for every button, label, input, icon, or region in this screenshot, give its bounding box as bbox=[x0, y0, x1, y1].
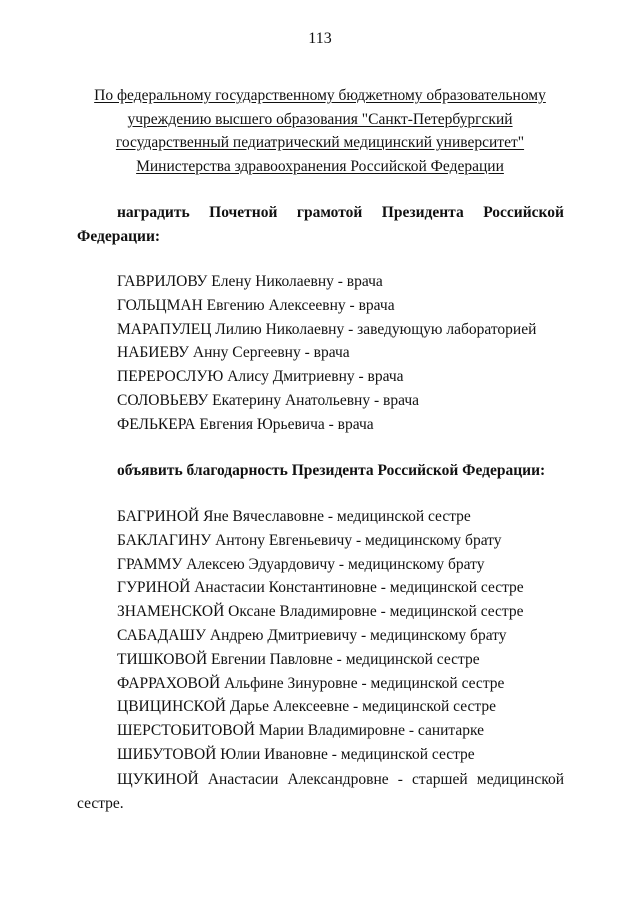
organization-line: Министерства здравоохранения Российской Федерации bbox=[136, 157, 504, 175]
last-recipient-entry bbox=[77, 768, 564, 816]
list-item: ТИШКОВОЙ Евгении Павловне - медицинской сестре bbox=[117, 650, 480, 668]
list-item: БАГРИНОЙ Яне Вячеславовне - медицинской сестре bbox=[117, 508, 471, 525]
gratitude-recipients-list bbox=[117, 505, 524, 767]
award-heading-word: Президента bbox=[381, 204, 464, 221]
page-number: 113 bbox=[308, 30, 332, 47]
list-item: ФАРРАХОВОЙ Альфине Зинуровне - медицинской сестре bbox=[117, 674, 505, 692]
list-item: ЗНАМЕНСКОЙ Оксане Владимировне - медицинской сестре bbox=[117, 603, 524, 621]
list-item: ГУРИНОЙ Анастасии Константиновне - медицинской сестре bbox=[117, 579, 524, 597]
list-item: МАРАПУЛЕЦ Лилию Николаевну - заведующую лабораторией bbox=[117, 320, 537, 338]
list-item: ГРАММУ Алексею Эдуардовичу - медицинскому брату bbox=[117, 555, 485, 573]
last-recipient-word: Александровне bbox=[287, 771, 389, 788]
last-recipient-line-2: сестре. bbox=[77, 795, 124, 812]
list-item: БАКЛАГИНУ Антону Евгеньевичу - медицинскому брату bbox=[117, 531, 502, 549]
last-recipient-word: ЩУКИНОЙ bbox=[117, 771, 199, 788]
award-heading-line-2: Федерации: bbox=[77, 228, 161, 245]
award-heading-word: наградить bbox=[117, 204, 190, 221]
award-recipients-list bbox=[117, 270, 536, 437]
list-item: ПЕРЕРОСЛУЮ Алису Дмитриевну - врача bbox=[117, 368, 404, 386]
award-heading-line-1 bbox=[77, 201, 564, 225]
organization-line: государственный педиатрический медицинский университет" bbox=[115, 134, 525, 151]
award-heading-word: Почетной bbox=[209, 204, 278, 221]
organization-line: По федеральному государственному бюджетному образовательному bbox=[94, 87, 546, 104]
list-item: ШИБУТОВОЙ Юлии Ивановне - медицинской сестре bbox=[117, 745, 475, 763]
list-item: НАБИЕВУ Анну Сергеевну - врача bbox=[117, 344, 350, 362]
list-item: ГОЛЬЦМАН Евгению Алексеевну - врача bbox=[117, 296, 395, 314]
list-item: СОЛОВЬЕВУ Екатерину Анатольевну - врача bbox=[117, 391, 420, 409]
last-recipient-word: Анастасии bbox=[207, 771, 279, 788]
list-item: САБАДАШУ Андрею Дмитриевичу - медицинскому брату bbox=[117, 626, 507, 644]
organization-line: учреждению высшего образования "Санкт-Петербургский bbox=[127, 110, 513, 128]
list-item: ЦВИЦИНСКОЙ Дарье Алексеевне - медицинской сестре bbox=[117, 698, 496, 716]
gratitude-heading: объявить благодарность Президента Российской Федерации: bbox=[117, 462, 546, 479]
last-recipient-line-1 bbox=[77, 768, 564, 792]
award-heading bbox=[77, 201, 564, 249]
award-heading-word: грамотой bbox=[296, 204, 363, 221]
list-item: ШЕРСТОБИТОВОЙ Марии Владимировне - санитарке bbox=[117, 722, 485, 740]
last-recipient-word: медицинской bbox=[476, 771, 564, 788]
list-item: ГАВРИЛОВУ Елену Николаевну - врача bbox=[117, 273, 383, 290]
last-recipient-word: старшей bbox=[412, 771, 468, 788]
organization-title bbox=[60, 84, 580, 178]
award-heading-word: Российской bbox=[483, 204, 564, 221]
list-item: ФЕЛЬКЕРА Евгения Юрьевича - врача bbox=[117, 415, 374, 433]
last-recipient-word: - bbox=[397, 771, 403, 788]
